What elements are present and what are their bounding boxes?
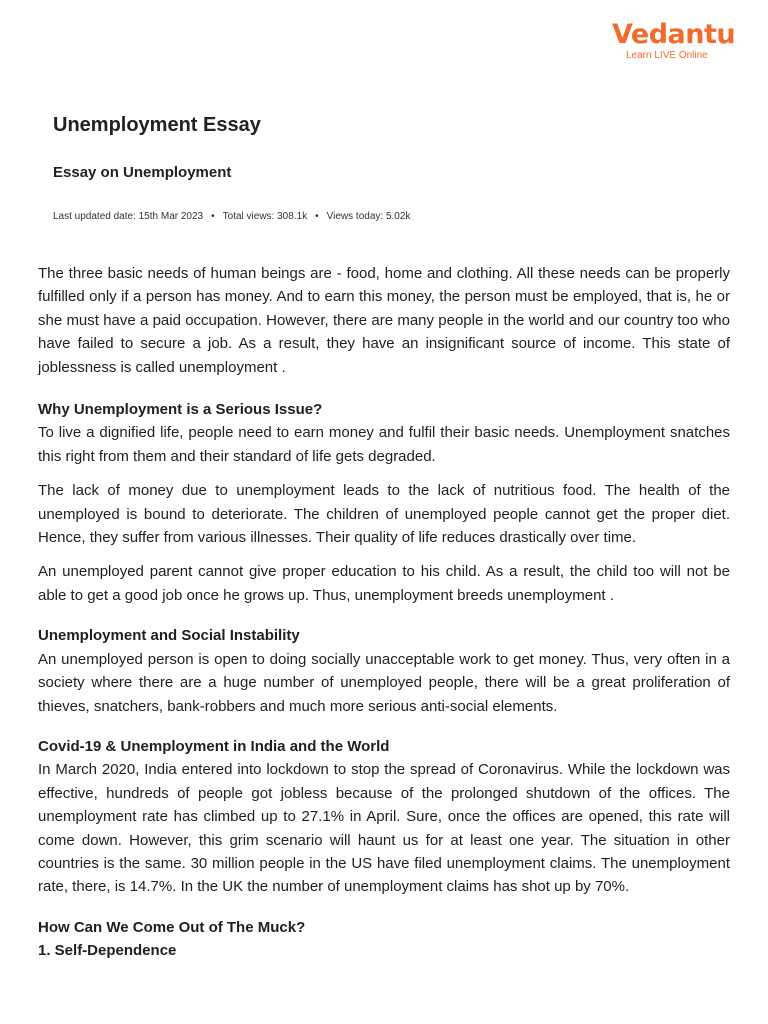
views-today: Views today: 5.02k bbox=[326, 211, 411, 222]
page-title: Unemployment Essay bbox=[53, 114, 261, 136]
paragraph: In March 2020, India entered into lockdown to stop the spread of Coronavirus. While the lockdown was effective, hundreds of people got jobless because of the prolonged shutdown of the offices. The unemployment rate has climbed up to 27.1% in April. Sure, once the offices are opened, this rate will come down. However, this grim scenario will haunt us for at least one year. The situation in other countries is the same. 30 million people in the US have filed unemployment claims. The unemployment rate, there, is 14.7%. In the UK the number of unemployment claims has shot up by 70%. bbox=[38, 761, 730, 896]
last-updated: Last updated date: 15th Mar 2023 bbox=[53, 211, 204, 222]
paragraph: The lack of money due to unemployment leads to the lack of nutritious food. The health of the unemployed is bound to deteriorate. The children of unemployed people cannot get the proper diet. Hence, they suffer from various illnesses. Their quality of life reduces drastically over time. bbox=[38, 482, 730, 547]
section-heading-come-out: How Can We Come Out of The Muck? bbox=[38, 918, 306, 936]
section-heading-social-instability: Unemployment and Social Instability bbox=[38, 627, 300, 645]
paragraph: An unemployed person is open to doing socially unacceptable work to get money. Thus, very often in a society where there are a huge number of unemployed people, there will be a great proliferation of thieves, snatchers, bank-robbers and much more serious anti-social elements. bbox=[38, 650, 730, 715]
section-heading-serious-issue: Why Unemployment is a Serious Issue? bbox=[38, 401, 323, 419]
article-meta bbox=[53, 211, 410, 222]
meta-separator: • bbox=[315, 211, 319, 222]
meta-separator: • bbox=[211, 211, 215, 222]
vedantu-logo[interactable] bbox=[612, 19, 736, 62]
intro-paragraph: The three basic needs of human beings are - food, home and clothing. All these needs can be properly fulfilled only if a person has money. And to earn this money, the person must be employed, that is, he or she must have a paid occupation. However, there are many people in the world and our country too who have failed to secure a job. As a result, they have an insignificant source of income. This state of joblessness is called unemployment . bbox=[38, 265, 730, 376]
paragraph: To live a dignified life, people need to earn money and fulfil their basic needs. Unemployment snatches this right from them and their standard of life gets degraded. bbox=[38, 424, 730, 465]
logo-tagline: Learn LIVE Online bbox=[626, 50, 708, 61]
paragraph: An unemployed parent cannot give proper education to his child. As a result, the child too will not be able to get a good job once he grows up. Thus, unemployment breeds unemployment . bbox=[38, 563, 730, 604]
section-heading-covid: Covid-19 & Unemployment in India and the World bbox=[38, 737, 390, 755]
essay-body bbox=[38, 262, 730, 963]
subheading-self-dependence: 1. Self-Dependence bbox=[38, 942, 177, 960]
logo-wordmark: Vedantu bbox=[612, 19, 736, 50]
page-subtitle: Essay on Unemployment bbox=[53, 164, 232, 181]
total-views: Total views: 308.1k bbox=[222, 211, 308, 222]
